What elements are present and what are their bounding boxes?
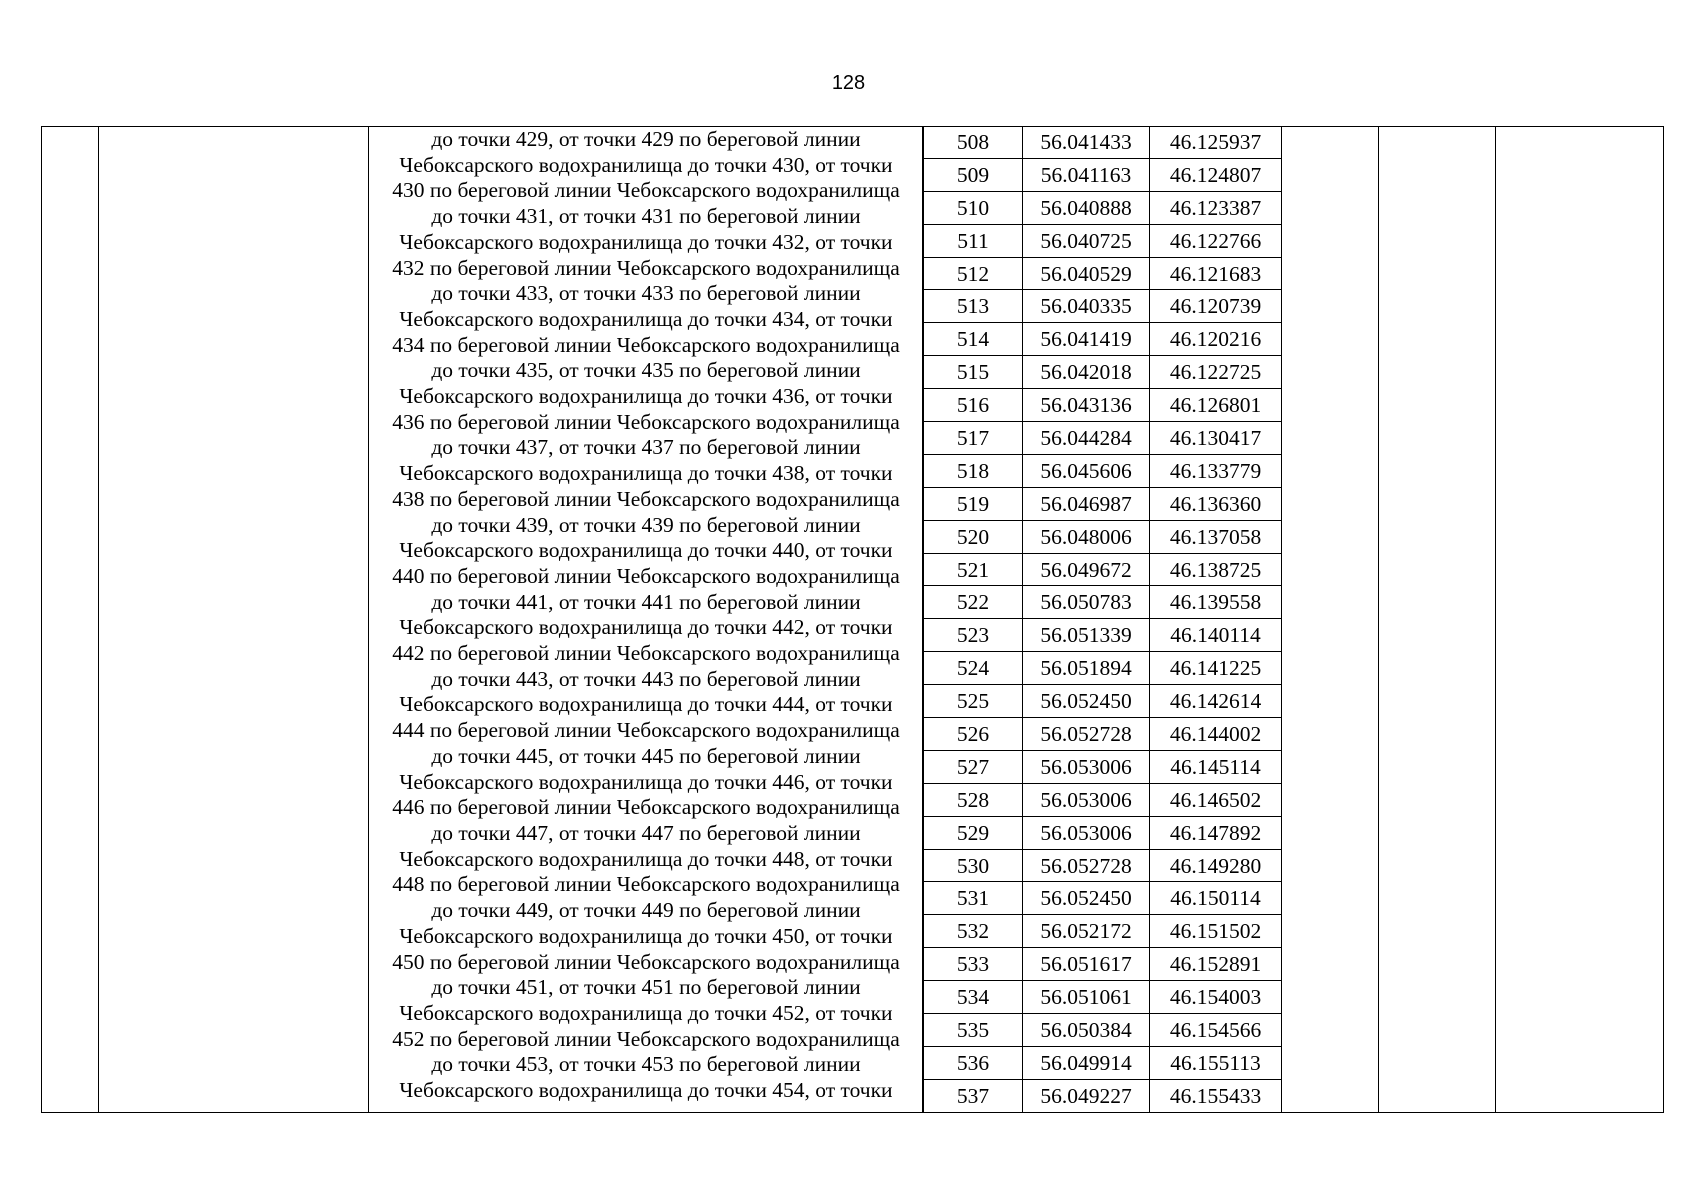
latitude-cell: 56.051894 [1023, 652, 1150, 685]
point-number-cell: 524 [924, 652, 1023, 685]
latitude-cell: 56.052728 [1023, 849, 1150, 882]
table-row [924, 389, 1282, 422]
latitude-cell: 56.049227 [1023, 1079, 1150, 1111]
longitude-cell: 46.150114 [1150, 882, 1282, 915]
boundary-description-text: до точки 429, от точки 429 по береговой линии Чебоксарского водохранилища до точки 430, от точки 430 по береговой линии Чебоксарского водохранилища до точки 431, от точки 431 по береговой линии Чебоксарского водохранилища до точки 432, от точки 432 по береговой линии Чебоксарского водохранилища до точки 433, от точки 433 по береговой линии Чебоксарского водохранилища до точки 434, от точки 434 по береговой линии Чебоксарского водохранилища до точки 435, от точки 435 по береговой линии Чебоксарского водохранилища до точки 436, от точки 436 по береговой линии Чебоксарского водохранилища до точки 437, от точки 437 по береговой линии Чебоксарского водохранилища до точки 438, от точки 438 по береговой линии Чебоксарского водохранилища до точки 439, от точки 439 по береговой линии Чебоксарского водохранилища до точки 440, от точки 440 по береговой линии Чебоксарского водохранилища до точки 441, от точки 441 по береговой линии Чебоксарского водохранилища до точки 442, от точки 442 по береговой линии Чебоксарского водохранилища до точки 443, от точки 443 по береговой линии Чебоксарского водохранилища до точки 444, от точки 444 по береговой линии Чебоксарского водохранилища до точки 445, от точки 445 по береговой линии Чебоксарского водохранилища до точки 446, от точки 446 по береговой линии Чебоксарского водохранилища до точки 447, от точки 447 по береговой линии Чебоксарского водохранилища до точки 448, от точки 448 по береговой линии Чебоксарского водохранилища до точки 449, от точки 449 по береговой линии Чебоксарского водохранилища до точки 450, от точки 450 по береговой линии Чебоксарского водохранилища до точки 451, от точки 451 по береговой линии Чебоксарского водохранилища до точки 452, от точки 452 по береговой линии Чебоксарского водохранилища до точки 453, от точки 453 по береговой линии Чебоксарского водохранилища до точки 454, от точки [392, 127, 900, 1103]
table-row [924, 783, 1282, 816]
coordinates-table-body [924, 126, 1282, 1112]
table-row [924, 586, 1282, 619]
latitude-cell: 56.051061 [1023, 981, 1150, 1014]
latitude-cell: 56.052450 [1023, 882, 1150, 915]
point-number-cell: 535 [924, 1014, 1023, 1047]
table-row [924, 882, 1282, 915]
latitude-cell: 56.042018 [1023, 356, 1150, 389]
latitude-cell: 56.041433 [1023, 126, 1150, 158]
longitude-cell: 46.120216 [1150, 323, 1282, 356]
table-row [924, 290, 1282, 323]
table-row [924, 948, 1282, 981]
point-number-cell: 534 [924, 981, 1023, 1014]
point-number-cell: 515 [924, 356, 1023, 389]
table-row [924, 685, 1282, 718]
longitude-cell: 46.123387 [1150, 191, 1282, 224]
point-number-cell: 520 [924, 520, 1023, 553]
longitude-cell: 46.125937 [1150, 126, 1282, 158]
table-row [924, 553, 1282, 586]
latitude-cell: 56.053006 [1023, 750, 1150, 783]
longitude-cell: 46.146502 [1150, 783, 1282, 816]
longitude-cell: 46.122725 [1150, 356, 1282, 389]
latitude-cell: 56.050783 [1023, 586, 1150, 619]
latitude-cell: 56.049672 [1023, 553, 1150, 586]
longitude-cell: 46.124807 [1150, 158, 1282, 191]
longitude-cell: 46.139558 [1150, 586, 1282, 619]
table-row [924, 191, 1282, 224]
longitude-cell: 46.155113 [1150, 1046, 1282, 1079]
point-number-cell: 530 [924, 849, 1023, 882]
table-row [924, 750, 1282, 783]
page-number: 128 [831, 72, 866, 94]
latitude-cell: 56.049914 [1023, 1046, 1150, 1079]
coordinates-table [923, 126, 1282, 1112]
point-number-cell: 510 [924, 191, 1023, 224]
latitude-cell: 56.040529 [1023, 257, 1150, 290]
latitude-cell: 56.050384 [1023, 1014, 1150, 1047]
table-row [924, 323, 1282, 356]
longitude-cell: 46.151502 [1150, 915, 1282, 948]
longitude-cell: 46.122766 [1150, 224, 1282, 257]
longitude-cell: 46.130417 [1150, 422, 1282, 455]
longitude-cell: 46.140114 [1150, 619, 1282, 652]
latitude-cell: 56.040888 [1023, 191, 1150, 224]
table-row [924, 1079, 1282, 1111]
latitude-cell: 56.048006 [1023, 520, 1150, 553]
longitude-cell: 46.142614 [1150, 685, 1282, 718]
table-row [924, 422, 1282, 455]
point-number-cell: 509 [924, 158, 1023, 191]
column-divider [368, 126, 369, 1113]
table-row [924, 1046, 1282, 1079]
table-row [924, 520, 1282, 553]
table-row [924, 915, 1282, 948]
latitude-cell: 56.040335 [1023, 290, 1150, 323]
point-number-cell: 525 [924, 685, 1023, 718]
column-divider [98, 126, 99, 1113]
point-number-cell: 523 [924, 619, 1023, 652]
latitude-cell: 56.051617 [1023, 948, 1150, 981]
table-row [924, 454, 1282, 487]
column-divider [1495, 126, 1496, 1113]
point-number-cell: 531 [924, 882, 1023, 915]
table-row [924, 257, 1282, 290]
point-number-cell: 513 [924, 290, 1023, 323]
point-number-cell: 521 [924, 553, 1023, 586]
point-number-cell: 517 [924, 422, 1023, 455]
latitude-cell: 56.052172 [1023, 915, 1150, 948]
longitude-cell: 46.137058 [1150, 520, 1282, 553]
longitude-cell: 46.141225 [1150, 652, 1282, 685]
latitude-cell: 56.041419 [1023, 323, 1150, 356]
longitude-cell: 46.120739 [1150, 290, 1282, 323]
point-number-cell: 533 [924, 948, 1023, 981]
table-row [924, 816, 1282, 849]
longitude-cell: 46.145114 [1150, 750, 1282, 783]
point-number-cell: 537 [924, 1079, 1023, 1111]
point-number-cell: 508 [924, 126, 1023, 158]
latitude-cell: 56.052450 [1023, 685, 1150, 718]
latitude-cell: 56.052728 [1023, 718, 1150, 751]
longitude-cell: 46.149280 [1150, 849, 1282, 882]
longitude-cell: 46.138725 [1150, 553, 1282, 586]
point-number-cell: 529 [924, 816, 1023, 849]
latitude-cell: 56.053006 [1023, 783, 1150, 816]
table-row [924, 718, 1282, 751]
point-number-cell: 514 [924, 323, 1023, 356]
point-number-cell: 519 [924, 487, 1023, 520]
latitude-cell: 56.040725 [1023, 224, 1150, 257]
longitude-cell: 46.133779 [1150, 454, 1282, 487]
point-number-cell: 526 [924, 718, 1023, 751]
longitude-cell: 46.147892 [1150, 816, 1282, 849]
point-number-cell: 522 [924, 586, 1023, 619]
table-row [924, 158, 1282, 191]
point-number-cell: 527 [924, 750, 1023, 783]
table-row [924, 126, 1282, 158]
longitude-cell: 46.154003 [1150, 981, 1282, 1014]
longitude-cell: 46.154566 [1150, 1014, 1282, 1047]
longitude-cell: 46.152891 [1150, 948, 1282, 981]
longitude-cell: 46.144002 [1150, 718, 1282, 751]
table-row [924, 849, 1282, 882]
table-row [924, 619, 1282, 652]
latitude-cell: 56.051339 [1023, 619, 1150, 652]
point-number-cell: 536 [924, 1046, 1023, 1079]
table-row [924, 652, 1282, 685]
table-row [924, 1014, 1282, 1047]
point-number-cell: 532 [924, 915, 1023, 948]
point-number-cell: 512 [924, 257, 1023, 290]
column-divider [1378, 126, 1379, 1113]
latitude-cell: 56.044284 [1023, 422, 1150, 455]
table-row [924, 224, 1282, 257]
point-number-cell: 528 [924, 783, 1023, 816]
table-row [924, 981, 1282, 1014]
table-row [924, 487, 1282, 520]
longitude-cell: 46.126801 [1150, 389, 1282, 422]
point-number-cell: 511 [924, 224, 1023, 257]
latitude-cell: 56.043136 [1023, 389, 1150, 422]
latitude-cell: 56.053006 [1023, 816, 1150, 849]
longitude-cell: 46.155433 [1150, 1079, 1282, 1111]
longitude-cell: 46.136360 [1150, 487, 1282, 520]
point-number-cell: 516 [924, 389, 1023, 422]
latitude-cell: 56.041163 [1023, 158, 1150, 191]
latitude-cell: 56.045606 [1023, 454, 1150, 487]
table-row [924, 356, 1282, 389]
point-number-cell: 518 [924, 454, 1023, 487]
latitude-cell: 56.046987 [1023, 487, 1150, 520]
longitude-cell: 46.121683 [1150, 257, 1282, 290]
